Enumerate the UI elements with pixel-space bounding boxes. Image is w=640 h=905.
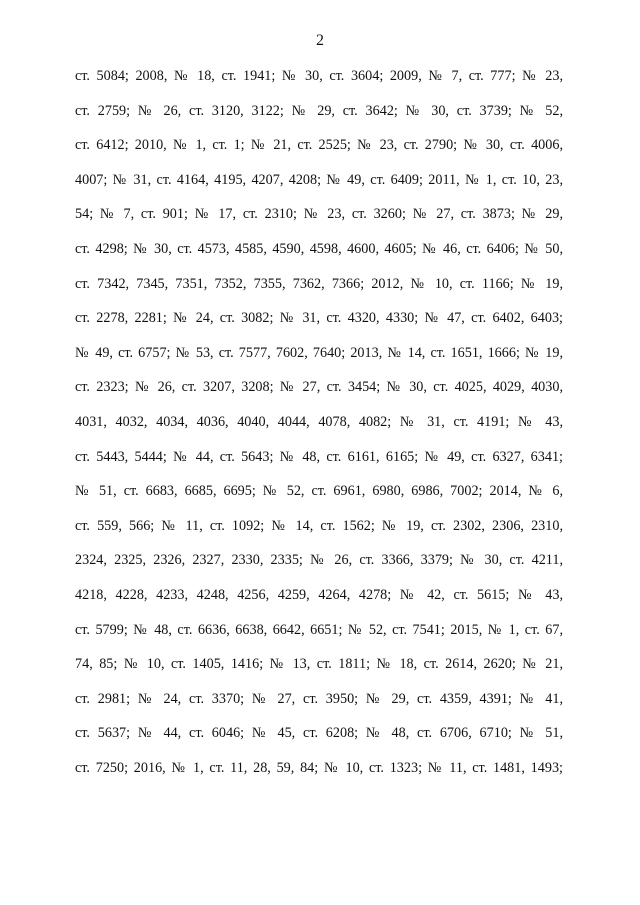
text-line: № 51, ст. 6683, 6685, 6695; № 52, ст. 6961, 6980, 6986, 7002; 2014, № 6, (75, 483, 563, 500)
text-line: ст. 6412; 2010, № 1, ст. 1; № 21, ст. 2525; № 23, ст. 2790; № 30, ст. 4006, (75, 137, 563, 154)
text-line: ст. 559, 566; № 11, ст. 1092; № 14, ст. 1562; № 19, ст. 2302, 2306, 2310, (75, 517, 563, 534)
text-line: ст. 7342, 7345, 7351, 7352, 7355, 7362, 7366; 2012, № 10, ст. 1166; № 19, (75, 275, 563, 292)
text-line: 54; № 7, ст. 901; № 17, ст. 2310; № 23, ст. 3260; № 27, ст. 3873; № 29, (75, 206, 563, 223)
text-line: 4007; № 31, ст. 4164, 4195, 4207, 4208; № 49, ст. 6409; 2011, № 1, ст. 10, 23, (75, 171, 563, 188)
text-line: ст. 5443, 5444; № 44, ст. 5643; № 48, ст. 6161, 6165; № 49, ст. 6327, 6341; (75, 448, 563, 465)
text-line: 2324, 2325, 2326, 2327, 2330, 2335; № 26, ст. 3366, 3379; № 30, ст. 4211, (75, 552, 563, 569)
text-line: ст. 5084; 2008, № 18, ст. 1941; № 30, ст. 3604; 2009, № 7, ст. 777; № 23, (75, 68, 563, 84)
text-line: ст. 5799; № 48, ст. 6636, 6638, 6642, 6651; № 52, ст. 7541; 2015, № 1, ст. 67, (75, 621, 563, 638)
text-line: ст. 2759; № 26, ст. 3120, 3122; № 29, ст. 3642; № 30, ст. 3739; № 52, (75, 102, 563, 119)
text-line: 74, 85; № 10, ст. 1405, 1416; № 13, ст. 1811; № 18, ст. 2614, 2620; № 21, (75, 656, 563, 673)
page-number: 2 (316, 32, 324, 49)
text-line: ст. 2323; № 26, ст. 3207, 3208; № 27, ст. 3454; № 30, ст. 4025, 4029, 4030, (75, 379, 563, 396)
text-line: № 49, ст. 6757; № 53, ст. 7577, 7602, 7640; 2013, № 14, ст. 1651, 1666; № 19, (75, 344, 563, 361)
text-line: ст. 7250; 2016, № 1, ст. 11, 28, 59, 84; № 10, ст. 1323; № 11, ст. 1481, 1493; (75, 759, 563, 776)
text-line: ст. 5637; № 44, ст. 6046; № 45, ст. 6208; № 48, ст. 6706, 6710; № 51, (75, 725, 563, 742)
text-line: ст. 2278, 2281; № 24, ст. 3082; № 31, ст. 4320, 4330; № 47, ст. 6402, 6403; (75, 310, 563, 327)
text-line: ст. 4298; № 30, ст. 4573, 4585, 4590, 4598, 4600, 4605; № 46, ст. 6406; № 50, (75, 240, 563, 257)
text-line: 4031, 4032, 4034, 4036, 4040, 4044, 4078, 4082; № 31, ст. 4191; № 43, (75, 413, 563, 430)
text-line: 4218, 4228, 4233, 4248, 4256, 4259, 4264, 4278; № 42, ст. 5615; № 43, (75, 586, 563, 603)
text-line: ст. 2981; № 24, ст. 3370; № 27, ст. 3950; № 29, ст. 4359, 4391; № 41, (75, 690, 563, 707)
body-text (75, 66, 563, 792)
